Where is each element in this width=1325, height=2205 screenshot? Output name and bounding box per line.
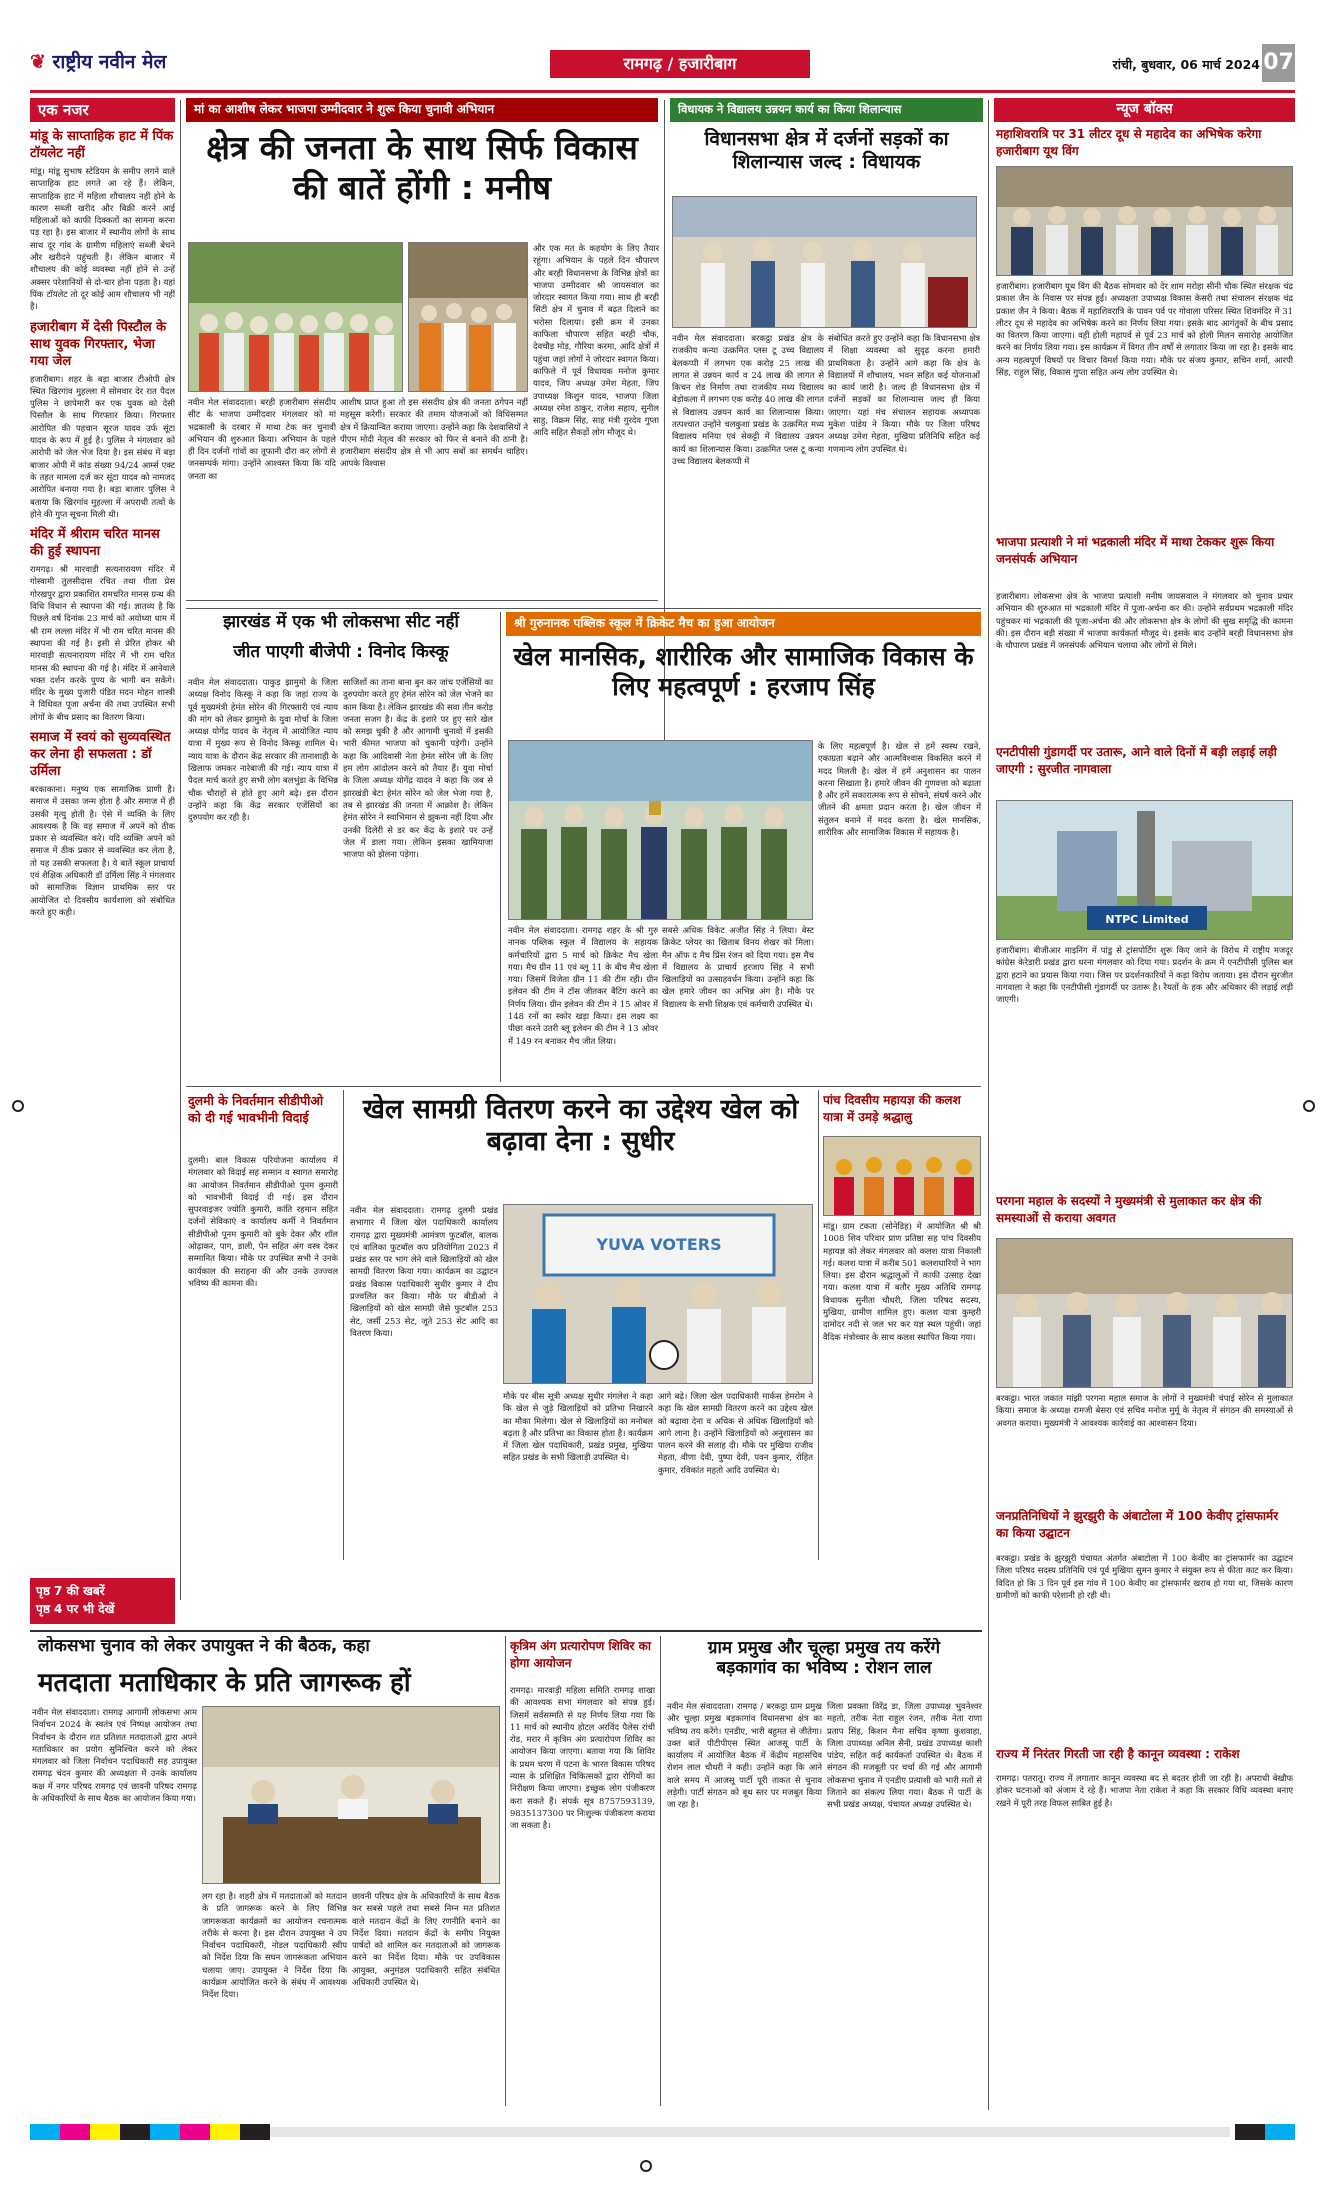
meeting-photo-graphic bbox=[997, 1239, 1293, 1388]
column-rule bbox=[343, 1090, 344, 1560]
ntpc-site-photo bbox=[996, 800, 1293, 940]
story-body: मौके पर बीस सूत्री अध्यक्ष सुधीर मंगलेश ने कहा कि खेल से जुड़े खिलाड़ियों को प्रतिभा निखारने का मौका मिलेगा। खेल से खिलाड़ियों का मनोबल बढ़ता है और प्रतिभा का विकास होता है। कार्यक्रम में जिला खेल पदाधिकारी, प्रखंड प्रमुख, मुखिया सहित प्रखंड के सभी खिलाड़ी उपस्थित थे। bbox=[503, 1391, 653, 1463]
story-body: बरकट्ठा। भारत जकात मांझी परगना महाल समाज के लोगों ने मुख्यमंत्री चंपाई सोरेन से मुलाकात किया। समाज के अध्यक्ष रामजी बेसरा एवं सचिव मनोज मुर्मू के नेतृत्व में संगठन की समस्याओं से अवगत कराया। मुख्यमंत्री ने आवश्यक कार्रवाई का आश्वासन दिया। bbox=[996, 1393, 1293, 1428]
ntpc-sign-text: NTPC Limited bbox=[1105, 913, 1189, 926]
story-body: हजारीबाग। हजारीबाग यूथ विंग की बैठक सोमवार को देर शाम मरोहा सीनी चौक स्थित संरक्षक चंद्र प्रकाश जैन के निवास पर संपन्न हुई। अध्यक्षता उपाध्यक्ष विकास केसरी तथा संचालन संरक्षक चंद्र प्रकाश जैन ने किया। बैठक में महाशिवरात्रि के पावन पर्व पर गोवाला परिसर स्थित शिवमंदिर में 31 लीटर दूध से महादेव का अभिषेक करने का निर्णय लिया गया। इसके बाद आगंतुकों के बीच प्रसाद का वितरण किया जाएगा। वहीं होली महापर्व से पूर्व 23 मार्च को होली मिलन समारोह आयोजित करने का निर्णय लिया गया। इस कार्यक्रम में विगत तीन वर्षों से लगातार किया जा रहा है। इसके बाद अन्य महत्वपूर्ण विषयों पर विचार विमर्श किया गया। मौके पर संजय कुमार, सचिन शर्मा, आरपी सिंह, राहुल सिंह, विकास गुप्ता सहित अन्य लोग उपस्थित थे। bbox=[996, 281, 1293, 378]
masthead bbox=[30, 44, 1295, 88]
story-tag: झारखंड में एक भी लोकसभा सीट नहीं bbox=[223, 612, 459, 632]
story-heading: पांच दिवसीय महायज्ञ की कलश यात्रा में उमड़े श्रद्धालु bbox=[823, 1093, 961, 1124]
section-rule bbox=[186, 608, 981, 609]
story-heading: दुलमी के निवर्तमान सीडीपीओ को दी गई भावभीनी विदाई bbox=[188, 1093, 324, 1125]
bird-icon: ❦ bbox=[30, 51, 46, 73]
story-body: छावनी परिषद क्षेत्र के अधिकारियों के साथ बैठक कर सबसे पहले तथा सबसे निम्न मत प्रतिशत वाले मतदान केंद्रों के लिए रणनीति बनाने का निर्देश दिया। मतदान केंद्रों के समीप नियुक्त पार्षदों को शामिल कर मतदाताओं को जागरूक करने का निर्देश दिया। मौके पर उपविकास आयुक्त, अनुमंडल पदाधिकारी सहित संबंधित अधिकारी उपस्थित थे। bbox=[352, 1891, 500, 1988]
story-body: नवीन मेल संवाददाता। पाकुड़ झामुमो के जिला अध्यक्ष विनोद किस्कू ने कहा कि जहां राज्य के पूर्व मुख्यमंत्री हेमंत सोरेन की गिरफ्तारी एवं न्याय की मांग को लेकर झामुमो के युवा मोर्चा के जिला अध्यक्ष योगेंद्र यादव के नेतृत्व में आयोजित न्याय यात्रा में मुख्य रूप से विनोद किस्कू शामिल थे। न्याय यात्रा के दौरान केंद्र सरकार की तानाशाही के खिलाफ जमकर नारेबाजी की गई। न्याय यात्रा में पैदल मार्च करते हुए सभी लोग बलभुंडा के विभिन्न चौक चौराहों से होते हुए आगे बढ़े। इस दौरान उन्होंने कहा कि केंद्र सरकार एजेंसियों का दुरुपयोग कर रही है। bbox=[188, 677, 338, 823]
story-headline: जीत पाएगी बीजेपी : विनोद किस्कू bbox=[233, 642, 449, 662]
story-body: नवीन मेल संवाददाता। रामगढ़ / बरकट्ठा ग्राम प्रमुख और चूल्हा प्रमुख बड़कागांव विधानसभा क्षेत्र का भविष्य तय करेंगे। एनडीए, भारी बहुमत से जीतेगा। उक्त बातें पीटीपीएस स्थित आजसू पार्टी के कार्यालय में आयोजित बैठक में केंद्रीय महासचिव रोशन लाल चौधरी ने कही। उन्होंने कहा कि आने वाले समय में आजसू पार्टी पूरी ताकत से चुनाव लड़ेगी। पार्टी संगठन को बूथ स्तर पर मजबूत किया जा रहा है। bbox=[667, 1701, 822, 1810]
story-body: जिला प्रवक्ता विरेंद्र डा, जिला उपाध्यक्ष भुवनेश्वर महतो, तरीक नेता राहुल रंजन, तरीक नेता राणा प्रताप सिंह, किशन मैना सचिव कृष्णा कुशवाहा, जिला उपाध्यक्ष अनिल सैनी, प्रखंड उपाध्यक्ष काशी पांडेय, सहित कई कार्यकर्ता उपस्थित थे। बैठक में संगठन की मजबूती पर चर्चा की गई और आगामी लोकसभा चुनाव में एनडीए प्रत्याशी को भारी मतों से जिताने का संकल्प लिया गया। बैठक में पार्टी के सभी प्रखंड अध्यक्ष, पंचायत अध्यक्ष उपस्थित थे। bbox=[827, 1701, 982, 1810]
story-heading: समाज में स्वयं को सुव्यवस्थित कर लेना ही सफलता : डॉ उर्मिला bbox=[30, 729, 171, 779]
story-body: आशीष प्राप्त हुआ तो इस संसदीय क्षेत्र की जनता ठगेपन नहीं महसूस करेगी। सरकार की तमाम योजनाओं को विधिसम्मत क्षेत्र में क्रियान्वित कराया जाएगा। उन्होंने कहा कि देशवासियों ने पीएम मोदी नेतृत्व की सरकार को फिर से बनाने की ठानी है। हजारीबाग संसदीय क्षेत्र से भी आप सबों का समर्थन चाहिए। आपके विश्वास bbox=[340, 397, 528, 469]
story-body: दुलमी। बाल विकास परियोजना कार्यालय में मंगलवार को विदाई सह सम्मान व स्वागत समारोह का आयोजन निवर्तमान सीडीपीओ पूनम कुमारी को भावभीनी विदाई दी गई। इस दौरान सुपरवाइजर ज्योति कुमारी, कांति रहमान सहित दर्जनों सेविकाएं व कार्यालय कर्मी ने निवर्तमान सीडीपीओ पूनम कुमारी को बुके देकर और शॉल ओढ़ाकर, पाग, डाली, पेन सहित अंग वस्त्र देकर सम्मानित किया। मौके पर उपस्थित सभी ने उनके कार्यकाल की सराहना की और उनके उज्ज्वल भविष्य की कामना की। bbox=[188, 1155, 338, 1288]
story-tag: लोकसभा चुनाव को लेकर उपायुक्त ने की बैठक, कहा bbox=[38, 1636, 370, 1656]
edition-date: रांची, बुधवार, 06 मार्च 2024 bbox=[1112, 57, 1260, 72]
column-rule bbox=[505, 1636, 506, 2106]
kalash-yatra-photo bbox=[823, 1136, 981, 1216]
registration-mark bbox=[640, 2160, 652, 2172]
story-headline bbox=[665, 1638, 983, 1694]
story-heading: मंदिर में श्रीराम चरित मानस की हुई स्थापना bbox=[30, 527, 160, 560]
story-body: रामगढ़। श्री मारवाड़ी सत्यनारायण मंदिर में गोस्वामी तुलसीदास रचित तथा गीता प्रेस गोरखपुर द्वारा प्रकाशित रामचरित मानस ग्रन्थ की विधि विधान से स्थापना की गई। ज्ञातव्य है कि पिछले वर्ष दिनांक 23 मार्च को अयोध्या धाम में श्री राम लल्ला मंदिर में भी राम चरित मानस की स्थापना की गई है। इसी से प्रेरित होकर श्री मारवाड़ी सत्यनारायण मंदिर में भी राम चरित मानस की स्थापना की गई है। मंदिर में आनेवाले भक्त दर्शन करके पुण्य के भागी बन सकेंगे। मंदिर के मुख्य पुजारी पंडित मदन मोहन शास्त्री ने विधिवत पूजा अर्चना की तथा उपस्थित सभी लोगों के बीच प्रसाद का वितरण किया। bbox=[30, 564, 175, 722]
story-body: नवीन मेल संवाददाता। रामगढ़ आगामी लोकसभा आम निर्वाचन 2024 के स्वतंत्र एवं निष्पक्ष आयोजन तथा निर्वाचन के दौरान शत प्रतिशत मतदाताओं द्वारा अपने मताधिकार का प्रयोग सुनिश्चित करने को लेकर मंगलवार को जिला निर्वाचन पदाधिकारी सह उपायुक्त रामगढ़ चंदन कुमार की अध्यक्षता में उनके कार्यालय कक्ष में नगर परिषद रामगढ़ एवं छावनी परिषद रामगढ़ के अधिकारियों के साथ बैठक का आयोजन किया गया। bbox=[32, 1707, 197, 1804]
color-bar-graphic bbox=[30, 2124, 1295, 2140]
story-body: हजारीबाग। लोकसभा क्षेत्र के भाजपा प्रत्याशी मनीष जायसवाल ने मंगलवार को चुनाव प्रचार अभियान की शुरुआत मां भद्रकाली मंदिर में पूजा-अर्चना कर की। उन्होंने सर्वप्रथम भद्रकाली मंदिर पहुंचकर मां भद्रकाली की पूजा-अर्चना की और लोकसभा क्षेत्र के लोगों की सुख समृद्धि की कामना की। इस दौरान बड़ी संख्या में भाजपा कार्यकर्ता मौजूद थे। इसके बाद उन्होंने बरही विधानसभा क्षेत्र के चौपारण प्रखंड में जनसंपर्क अभियान चलाया और लोगों से मिले। bbox=[996, 591, 1293, 651]
procession-photo-graphic bbox=[824, 1137, 981, 1216]
foundation-stone-photo bbox=[672, 196, 977, 328]
story-body: नवीन मेल संवाददाता। रामगढ़ शहर के श्री गुरु नानक पब्लिक स्कूल में विद्यालय के सहायक कर्मचारियों द्वारा 5 मार्च को क्रिकेट मैच खेला गया। मैच ग्रीन 11 एवं ब्लू 11 के बीच मैच खेला गया। जिसमें विजेता ग्रीन 11 की टीम रही। ग्रीन इलेवन की टीम ने टॉस जीतकर बैटिंग करने का निर्णय लिया। ग्रीन इलेवन की टीम ने 15 ओवर में 148 रनों का स्कोर खड़ा किया। इस लक्ष्य का पीछा करने उतरी ब्लू इलेवन की टीम ने 13 ओवर में 149 रन बनाकर मैच जीत लिया। bbox=[508, 925, 658, 1046]
color-registration-bar bbox=[30, 2124, 1295, 2140]
story-body: मांडू। ग्राम टकता (सोनेडिह) में आयोजित श्री श्री 1008 शिव परिवार प्राण प्रतिष्ठा सह पांच दिवसीय महायज्ञ को लेकर मंगलवार को कलश यात्रा निकाली गई। कलश यात्रा में करीब 501 कलशधारियों ने भाग लिया। इस दौरान श्रद्धालुओं में काफी उत्साह देखा गया। कलश यात्रा में बतौर मुख्य अतिथि रामगढ़ विधायक सुनीता चौधरी, जिला परिषद सदस्य, मुखिया, ग्रामीण शामिल हुए। कलश यात्रा कुम्हरी दामोदर नदी से जल भर कर यज्ञ स्थल पहुंची। जहां वैदिक मंत्रोच्चार के साथ कलश स्थापित किया गया। bbox=[823, 1221, 981, 1342]
ek-nazar-column bbox=[30, 98, 175, 1618]
ntpc-photo-graphic bbox=[997, 801, 1293, 940]
campaign-photo bbox=[408, 242, 528, 392]
story-body: बरकाकाना। मनुष्य एक सामाजिक प्राणी है। समाज में उसका जन्म होता है और समाज में ही उसकी मृत्यु होती है। ऐसे में व्यक्ति के लिए आवश्यक है कि वह समाज में अपने को ठीक प्रकार से व्यवस्थित करे। यदि व्यक्ति अपने को समाज में ठीक प्रकार से व्यवस्थित कर लेता है, तो यह उसकी सफलता है। ये बातें स्कूल प्राचार्या एवं शैक्षिक अधिकारी डॉ उर्मिला सिंह ने मंगलवार को सामाजिक विज्ञान प्राथमिक स्तर पर आयोजित दो दिवसीय कार्यशाला को संबोधित करते हुए कही। bbox=[30, 783, 175, 917]
column-rule bbox=[988, 100, 989, 2110]
meeting-photo-graphic bbox=[203, 1707, 500, 1884]
story-heading: एनटीपीसी गुंडागर्दी पर उतारू, आने वाले दिनों में बड़ी लड़ाई लड़ी जाएगी : सुरजीत नागवाला bbox=[996, 745, 1277, 776]
column-rule bbox=[818, 1090, 819, 1560]
story-body: रामगढ़। पतरातू। राज्य में लगातार कानून व्यवस्था बद से बदतर होती जा रही है। अपराधी बेखौफ होकर घटनाओं को अंजाम दे रहे हैं। भाजपा नेता राकेश ने कहा कि सरकार विधि व्यवस्था बनाए रखने में पूरी तरह विफल साबित हुई है। bbox=[996, 1773, 1293, 1808]
story-body: के लिए महत्वपूर्ण है। खेल से हमें स्वस्थ रखने, एकाग्रता बढ़ाने और आत्मविश्वास विकसित करने में मदद मिलती है। खेल में हमें अनुशासन का पालन करना सिखाता है। हमारे जीवन की गुणवत्ता को बढ़ाता है और हमें सकारात्मक रूप से सोचने, संघर्ष करने और जीतने की क्षमता प्रदान करता है। खेल जीवन में संतुलन बनाने में मदद करता है। खेल मानसिक, शारीरिक और सामाजिक विकास में सहायक है। bbox=[818, 741, 981, 838]
story-tag: विधायक ने विद्यालय उन्नयन कार्य का किया शिलान्यास bbox=[670, 98, 983, 122]
story-heading: परगना महाल के सदस्यों ने मुख्यमंत्री से मुलाकात कर क्षेत्र की समस्याओं से कराया अवगत bbox=[996, 1194, 1262, 1225]
page-number: 07 bbox=[1262, 44, 1295, 82]
story-body: लग रहा है। शहरी क्षेत्र में मतदाताओं को मतदान के प्रति जागरूक करने के लिए विभिन्न जागरूकता कार्यक्रमों का आयोजन रचनात्मक तरीके से करना है। इस दौरान उपायुक्त ने उप निर्वाचन पदाधिकारी, नोडल पदाधिकारी स्वीप को निर्देश दिया कि सघन जागरूकता अभियान चलाया जाए। उपायुक्त ने निर्देश दिया कि कार्यक्रम आयोजित करने के संबंध में आवश्यक निर्देश दिया। bbox=[202, 1891, 347, 2000]
ek-nazar-header: एक नजर bbox=[30, 98, 175, 122]
news-box-header: न्यूज बॉक्स bbox=[994, 98, 1295, 122]
distribution-photo-graphic bbox=[504, 1205, 813, 1384]
section-rule bbox=[186, 600, 658, 601]
story-heading: हजारीबाग में देसी पिस्टौल के साथ युवक गिरफ्तार, भेजा गया जेल bbox=[30, 319, 167, 369]
story-headline: खेल सामग्री वितरण करने का उद्देश्य खेल को बढ़ावा देना : सुधीर bbox=[362, 1094, 799, 1158]
page-reference-note bbox=[30, 1578, 175, 1624]
column-rule bbox=[500, 612, 501, 1082]
sports-distribution-photo bbox=[503, 1204, 813, 1384]
note-line: पृष्ठ 7 की खबरें bbox=[36, 1584, 105, 1598]
story-heading: राज्य में निरंतर गिरती जा रही है कानून व्यवस्था : राकेश bbox=[996, 1747, 1240, 1761]
section-title: रामगढ़ / हजारीबाग bbox=[550, 50, 810, 78]
story-tag: श्री गुरुनानक पब्लिक स्कूल में क्रिकेट मैच का हुआ आयोजन bbox=[506, 612, 981, 636]
section-rule bbox=[186, 1086, 981, 1087]
story-body: सबसे अधिक विकेट अजीत सिंह ने लिया। बेस्ट क्रिकेट प्लेयर का खिताब विनय शेखर को मिला। मैन ऑफ द मैच प्रिंस रंजन को दिया गया। इस मैच में विद्यालय के प्राचार्य हरजाप सिंह ने सभी खिलाड़ियों का उत्साहवर्धन किया। उन्होंने कहा कि खेल हमारे जीवन का अभिन्न अंग है। मौके पर विद्यालय के सभी शिक्षक एवं कर्मचारी उपस्थित थे। bbox=[662, 925, 814, 1009]
cricket-team-photo bbox=[508, 740, 813, 920]
story-tag: मां का आशीष लेकर भाजपा उम्मीदवार ने शुरू किया चुनावी अभियान bbox=[186, 98, 658, 122]
story-body: साजिशों का ताना बाना बुन कर जांच एजेंसियों का दुरुपयोग करते हुए हेमंत सोरेन को जेल भेजने का काम किया है। लेकिन झारखंड की सवा तीन करोड़ जनता सजग है। केंद्र के इशारे पर हुए सारे खेल को समझ चुकी है और आगामी चुनावों में इसकी भारी कीमत भाजपा को चुकानी पड़ेगी। उन्होंने कहा कि आदिवासी नेता हेमंत सोरेन जी के लिए हम लोग आंदोलन करने को तैयार हैं। युवा मोर्चा के जिला अध्यक्ष योगेंद्र यादव ने कहा कि जब से झारखंडी बेटा हेमंत सोरेन को जेल भेजा गया है, तब से झारखंड की जनता में आक्रोश है। लेकिन हेमंत सोरेन ने स्वाभिमान से झुकना नहीं दिया और उनकी दिलेरी से डर कर केंद्र के इशारे पर उन्हें जेल में डाला गया। लेकिन इसका खामियाजा भाजपा को झेलना पड़ेगा। bbox=[343, 677, 493, 860]
headline-line: बड़कागांव का भविष्य : रोशन लाल bbox=[716, 1658, 932, 1679]
story-body: संबोधित करते हुए उन्होंने कहा कि विधानसभा क्षेत्र में शिक्षा व्यवस्था को सुदृढ़ करना हमारी प्राथमिकता है। उन्होंने आगे कहा कि क्षेत्र के विद्यालयों में शौचालय, भवन सहित कई योजनाओं का कार्य जारी है। जल्द ही विधानसभा क्षेत्र में दर्जनों सड़कों का शिलान्यास जल्द ही किया जाएगा। यहां मंच संचालन सहायक अध्यापक मुकेश पांडेय ने किया। मौके पर जिला परिषद अध्यक्ष उमेश मेहता, मुखिया प्रतिनिधि सहित कई गणमान्य लोग उपस्थित थे। bbox=[828, 333, 980, 454]
group-photo-graphic bbox=[997, 167, 1293, 276]
cm-meeting-photo bbox=[996, 1238, 1293, 1388]
story-body: नवीन मेल संवाददाता। बरकट्ठा प्रखंड क्षेत्र के राजकीय कन्या उत्क्रमित प्लस टू उच्च विद्यालय बेलकप्पी में लगभग एक करोड़ 25 लाख की लागत से उन्नयन कार्य व 24 लाख की लागत से किचन शेड निर्माण तथा राजकीय मध्य विद्यालय बेड़ोकला में लगभग एक करोड़ 40 लाख की लागत से विद्यालय उन्नयन कार्य का शिलान्यास किया। तत्पश्चात उन्होंने चलकुशा प्रखंड के उत्क्रमित मध्य विद्यालय मनिया एवं सेकट्टी में विद्यालय उन्नयन कार्य का शिलान्यास किया। उत्क्रमित प्लस टू कन्या उच्च विद्यालय बेलकप्पी में bbox=[672, 333, 824, 466]
meeting-photo bbox=[202, 1706, 500, 1884]
ceremony-photo-graphic bbox=[673, 197, 977, 328]
story-headline: मतदाता मताधिकार के प्रति जागरूक हों bbox=[30, 1666, 500, 1700]
story-body: हजारीबाग। शहर के बड़ा बाजार टीओपी क्षेत्र स्थित खिरगांव मुहल्ला में सोमवार देर रात पैदल पुलिस ने छापेमारी कर एक युवक को देसी पिस्तौल के साथ गिरफ्तार किया। गिरफ्तार आरोपित की पहचान सूरज यादव उर्फ सूंटा यादव के रूप में हुई है। पुलिस ने मंगलवार को आरोपी को जेल भेज दिया है। इस संबंध में बड़ा बाजार ओपी में कांड संख्या 94/24 आर्म्स एक्ट के तहत मामला दर्ज कर सूंटा यादव को नामजद आरोपित बनाया गया है। बड़ा बाजार पुलिस ने बताया कि खिरगांव मुहल्ला में अपराधी तत्वों के होने की गुप्त सूचना मिली थी। bbox=[30, 373, 175, 519]
crowd-photo-graphic bbox=[189, 243, 403, 392]
section-rule bbox=[30, 1630, 982, 1632]
story-heading: मांडू के साप्ताहिक हाट में पिंक टॉयलेट नहीं bbox=[30, 129, 174, 161]
story-body: मांडू। मांडू सुभाष स्टेडियम के समीप लगने वाले साप्ताहिक हाट लगते आ रहे हैं। लेकिन, साप्ताहिक हाट में महिला शौचालय नहीं होने के कारण सब्जी खरीद और बिक्री करने आई महिलाओं को काफी दिक्कतों का सामना करना पड़ रहा है। इस बाजार में स्थानीय लोगों के साथ साथ दूर गांव के ग्रामीण महिलाएं सब्जी बेचने और खरीदने पहुंचती हैं। लेकिन बाजार में शौचालय की कोई व्यवस्था नहीं होने से उन्हें अक्सर परेशानियों से दो-चार होना पड़ता है। यहां पिंक टॉयलेट तो दूर कोई आम शौचालय भी नहीं है। bbox=[30, 166, 175, 312]
story-headline: क्षेत्र की जनता के साथ सिर्फ विकास की बातें होंगी : मनीष bbox=[206, 128, 638, 207]
story-body: रामगढ़। मारवाड़ी महिला समिति रामगढ़ शाखा की आवश्यक सभा मंगलवार को संपन्न हुई। जिसमें सर्वसम्मति से यह निर्णय लिया गया कि 11 मार्च को स्थानीय होटल अरविंद पैलेस रांची रोड, मरार में कृत्रिम अंग प्रत्यारोपण शिविर का आयोजन किया जाएगा। बताया गया कि शिविर के प्रथम चरण में पटना के भारत विकास परिषद न्यास के प्रशिक्षित चिकित्सकों द्वारा रोगियों का निरीक्षण किया जाएगा। इच्छुक लोग पंजीकरण करा सकते हैं। संपर्क सूत्र 8757593139, 9835137300 पर निःशुल्क पंजीकरण कराया जा सकता है। bbox=[510, 1685, 655, 1831]
crowd-photo-graphic bbox=[409, 243, 528, 392]
masthead-rule bbox=[30, 90, 1295, 93]
story-heading: महाशिवरात्रि पर 31 लीटर दूध से महादेव का अभिषेक करेगा हजारीबाग यूथ विंग bbox=[996, 127, 1262, 158]
banner-text: YUVA VOTERS bbox=[596, 1235, 722, 1254]
story-heading: कृत्रिम अंग प्रत्यारोपण शिविर का होगा आयोजन bbox=[510, 1639, 651, 1670]
registration-mark bbox=[1303, 1100, 1315, 1112]
story-body: आगे बढ़े। जिला खेल पदाधिकारी मार्कस हेमरोम ने कहा कि खेल सामग्री वितरण करने का उद्देश्य खेल को बढ़ावा देना व अधिक से अधिक खिलाड़ियों को आगे लाना है। उन्होंने खिलाड़ियों को अनुशासन का पालन करने की सलाह दी। मौके पर मुखिया राजीव मेहता, वीणा देवी, पुष्पा देवी, पवन कुमार, रोहित कुमार, रविकांत महतो आदि उपस्थित थे। bbox=[658, 1391, 813, 1475]
column-rule bbox=[180, 100, 181, 1600]
story-body: नवीन मेल संवाददाता। बरही हजारीबाग संसदीय सीट के भाजपा उम्मीदवार मंगलवार को मां भद्रकाली के दरबार में माथा टेक कर चुनावी अभियान की शुरुआत किया। अभियान के पहले ही दिन दर्जनों गांवों का तूफानी दौरा कर लोगों से जनसम्पर्क मांगा। उन्होंने आश्वस्त किया कि यदि जनता का bbox=[188, 397, 336, 481]
column-rule bbox=[660, 1636, 661, 2106]
story-headline: विधानसभा क्षेत्र में दर्जनों सड़कों का शिलान्यास जल्द : विधायक bbox=[704, 128, 949, 173]
story-body: बरकट्ठा। प्रखंड के झुरझुरी पंचायत अंतर्गत अंबाटोला में 100 केवीए का ट्रांसफार्मर का उद्घाटन जिला परिषद सदस्य प्रतिनिधि एवं पूर्व मुखिया सुमन कुमार ने संयुक्त रूप से फीता काट कर किया। विदित हो कि 3 दिन पूर्व इस गांव में 100 केवीए का ट्रांसफार्मर खराब हो गया था, जिसके कारण ग्रामीणों को काफी परेशानी हो रही थी। bbox=[996, 1553, 1293, 1600]
story-headline: खेल मानसिक, शारीरिक और सामाजिक विकास के लिए महत्वपूर्ण : हरजाप सिंह bbox=[513, 642, 974, 701]
team-photo-graphic bbox=[509, 741, 813, 920]
story-body: हजारीबाग। बीजीआर माइनिंग में पांडु से ट्रांसपोर्टिंग शुरू किए जाने के विरोध में राष्ट्रीय मजदूर कांग्रेस केरेडारी प्रखंड द्वारा धरना मंगलवार को दिया गया। प्रदर्शन के क्रम में एनटीपीसी पुलिस बल द्वारा हटाने का प्रयास किया गया। जिस पर प्रदर्शनकारियों ने कड़ा विरोध जताया। इस दौरान सुरजीत नागवाला ने कहा कि एनटीपीसी गुंडागर्दी पर उतारू है। रैयतों के हक और अधिकार की लड़ाई लड़ी जाएगी। bbox=[996, 945, 1293, 1005]
story-heading: भाजपा प्रत्याशी ने मां भद्रकाली मंदिर में माथा टेककर शुरू किया जनसंपर्क अभियान bbox=[996, 535, 1275, 566]
note-line: पृष्ठ 4 पर भी देखें bbox=[36, 1602, 115, 1616]
newspaper-logo: ❦ राष्ट्रीय नवीन मेल bbox=[30, 51, 167, 73]
youth-wing-photo bbox=[996, 166, 1293, 276]
campaign-photo bbox=[188, 242, 403, 392]
headline-line: ग्राम प्रमुख और चूल्हा प्रमुख तय करेंगे bbox=[707, 1638, 941, 1658]
story-body: और एक मत के कहयोग के लिए तैयार रहूंगा। अभियान के पहले दिन चौपारण और बरही विधानसभा के विभिन्न क्षेत्रों का भाजपा उम्मीदवार श्री जायसवाल का जोरदार स्वागत किया गया। साथ ही बरही सिटी क्षेत्र में चुनाव में बढ़त दिलाने का भरोसा दिलाया। इसी क्रम में उनका काफिला चौपारण सहित बरही चौक, देवचौड़ मोड़, गौरिया करमा, आदि क्षेत्रों में पहुंचा जहां लोगों ने जोरदार स्वागत किया। काफिले में पूर्व विधायक मनोज कुमार यादव, जिप अध्यक्ष उमेश मेहता, जिप उपाध्यक्ष किशुन यादव, भाजपा जिला अध्यक्ष रमेश ठाकुर, राजेश सहाय, सुनील साहु, विक्रम सिंह, साह मंत्री गुरदेव गुप्ता आदि सहित सैकड़ों लोग मौजूद थे। bbox=[533, 243, 659, 438]
story-heading: जनप्रतिनिधियों ने झुरझुरी के अंबाटोला में 100 केवीए ट्रांसफार्मर का किया उद्घाटन bbox=[996, 1509, 1279, 1540]
registration-mark bbox=[12, 1100, 24, 1112]
story-body: नवीन मेल संवाददाता। रामगढ़ दुलमी प्रखंड सभागार में जिला खेल पदाधिकारी कार्यालय रामगढ़ द्वारा मुख्यमंत्री आमंत्रण फुटबॉल, बालक एवं बालिका फुटबॉल कप प्रतियोगिता 2023 में प्रखंड स्तर पर भाग लेने वाले खिलाड़ियों को खेल सामग्री वितरण किया गया। कार्यक्रम का उद्घाटन प्रखंड विकास पदाधिकारी सुधीर कुमार ने दीप प्रज्वलित कर किया। मौके पर बीडीओ ने खिलाड़ियों को खेल सामग्री जैसे फुटबॉल 253 सेट, जर्सी 253 सेट, जूते 253 सेट आदि का वितरण किया। bbox=[350, 1205, 498, 1338]
